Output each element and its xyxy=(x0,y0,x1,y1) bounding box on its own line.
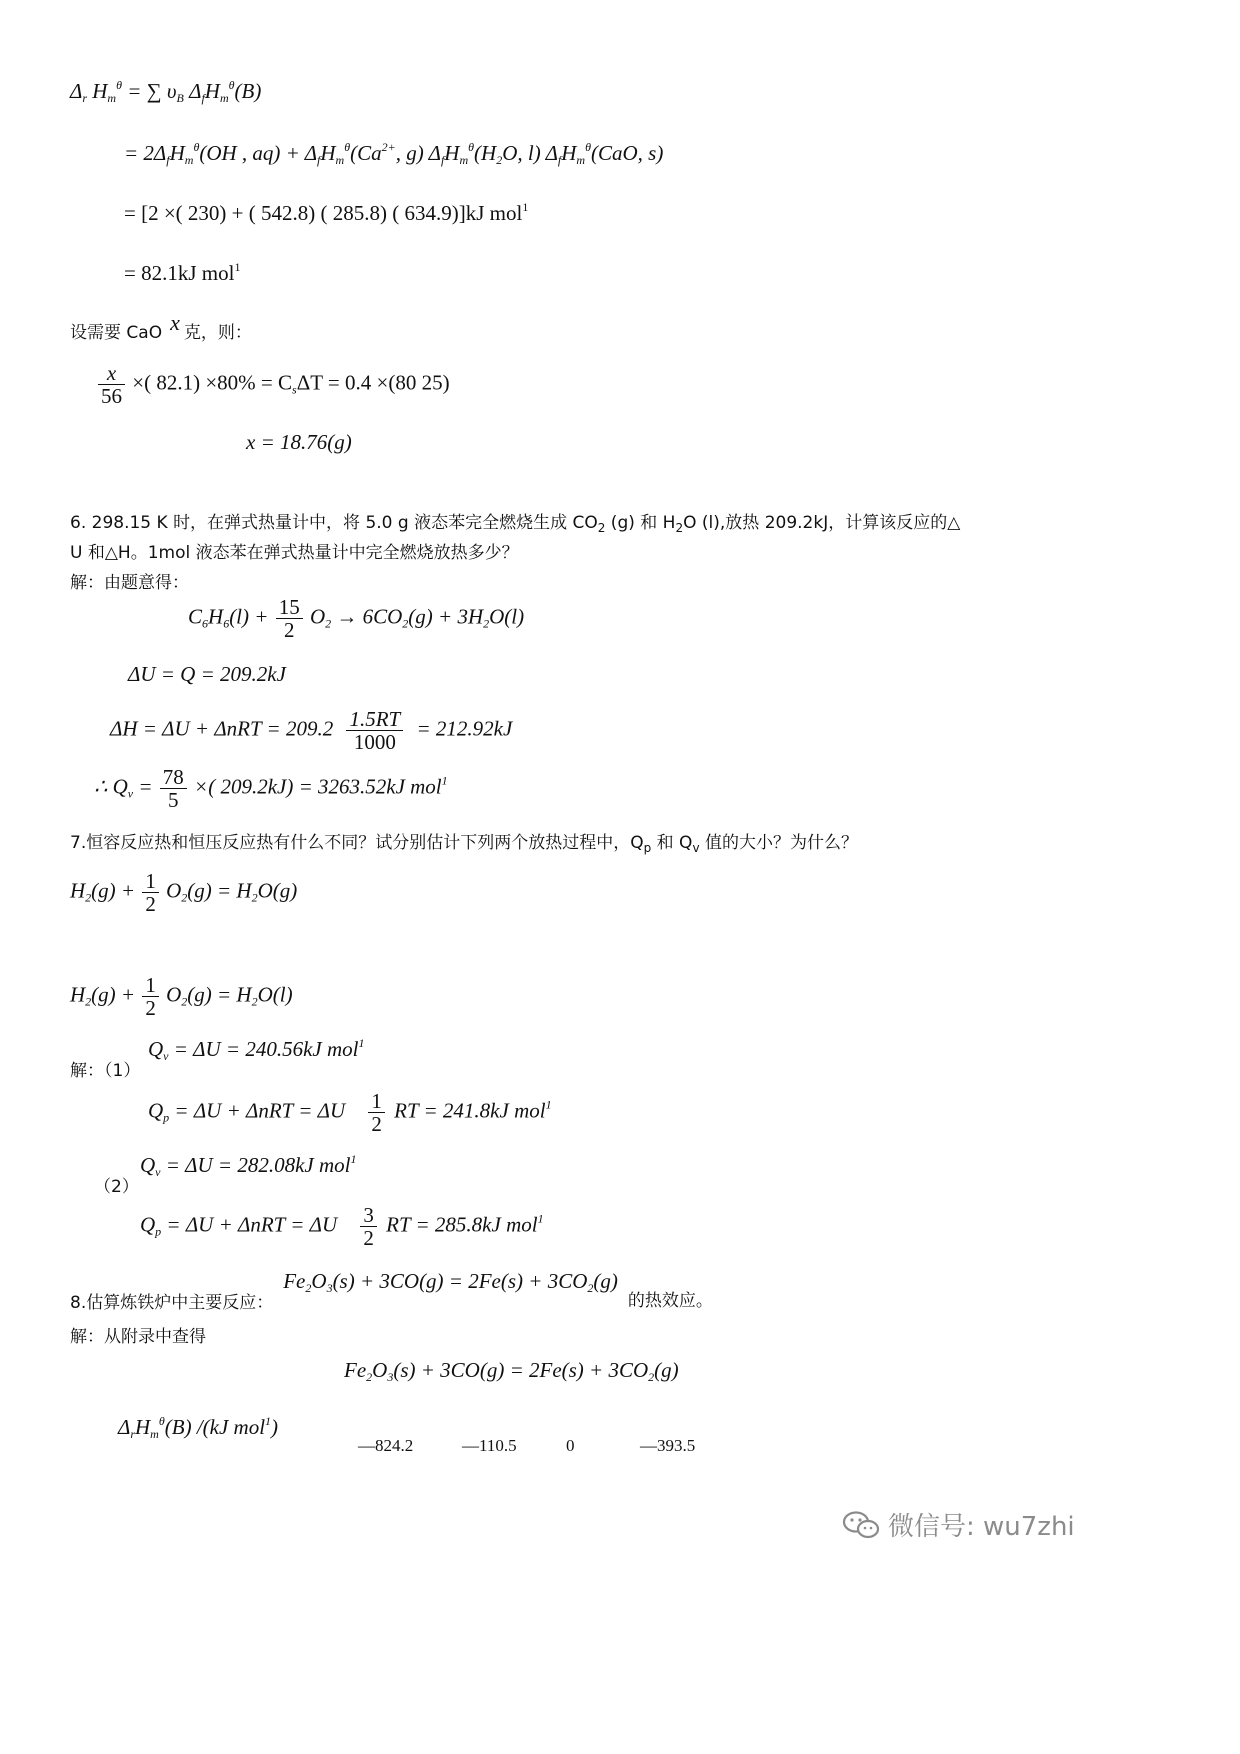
subscript: 2 xyxy=(366,1370,373,1384)
solution-1-qp xyxy=(148,1090,552,1135)
equation-part: ΔH = ΔU + ΔnRT = 209.2 xyxy=(110,716,334,741)
equation-part: Q xyxy=(148,1098,164,1123)
equation-part: H xyxy=(70,982,86,1007)
subscript: m xyxy=(576,153,586,167)
text: (g) 和 H xyxy=(605,513,676,533)
superscript: 1 xyxy=(350,1152,357,1166)
subscript: 2 xyxy=(597,521,606,535)
subscript: 6 xyxy=(223,616,230,631)
subscript: 2 xyxy=(85,890,92,905)
subscript: f xyxy=(440,153,445,167)
text: 解：由题意得： xyxy=(70,573,189,593)
equation-part: (g) + xyxy=(91,982,136,1007)
equation-part: , g) Δ xyxy=(395,141,441,165)
text: 解：从附录中查得 xyxy=(70,1327,206,1347)
superscript: 1 xyxy=(522,200,529,214)
numerator: x xyxy=(98,362,125,385)
equation-part: = ΔU + ΔnRT = ΔU xyxy=(169,1098,346,1123)
watermark xyxy=(842,1506,1075,1543)
numerator: 1.5RT xyxy=(346,708,403,731)
solution-2-label xyxy=(94,1172,139,1197)
text: （2） xyxy=(94,1177,139,1197)
equation-part: = xyxy=(133,774,153,799)
delta-h-equation xyxy=(110,708,512,753)
equation-part: (g) + 3H xyxy=(408,604,484,629)
equation-part: = [2 ×( 230) + ( 542.8) ( 285.8) ( 634.9)]kJ mol xyxy=(124,201,523,225)
watermark-text: 微信号: wu7zhi xyxy=(888,1512,1075,1542)
subscript: 2 xyxy=(181,994,188,1009)
subscript: 2 xyxy=(587,1281,594,1295)
equation-part: H xyxy=(70,878,86,903)
equation-part: = ΔU = 282.08kJ mol xyxy=(160,1153,351,1177)
delta-u-equation xyxy=(128,662,286,687)
solution-2-qv xyxy=(140,1152,356,1180)
equation-part: (g) = H xyxy=(187,982,252,1007)
solution-1-label xyxy=(70,1056,140,1081)
subscript: v xyxy=(692,841,700,855)
subscript: 2 xyxy=(181,890,188,905)
text: 的热效应。 xyxy=(627,1291,713,1311)
subscript: 3 xyxy=(387,1370,394,1384)
numerator: 1 xyxy=(368,1090,385,1113)
denominator: 2 xyxy=(363,1226,374,1251)
equation-part: Q xyxy=(140,1212,156,1237)
superscript: θ xyxy=(116,78,122,92)
subscript: m xyxy=(459,153,469,167)
subscript: 2 xyxy=(496,153,503,167)
text: 设需要 CaO xyxy=(70,323,163,343)
subscript: f xyxy=(166,153,170,167)
solution-2-qp xyxy=(140,1204,544,1249)
superscript: 1 xyxy=(441,773,448,788)
superscript: θ xyxy=(468,140,475,154)
superscript: θ xyxy=(228,78,235,92)
subscript: m xyxy=(219,91,229,105)
subscript: 2 xyxy=(305,1281,312,1295)
subscript: 2 xyxy=(648,1370,655,1384)
question-6-solution-label xyxy=(70,568,189,593)
denominator: 1000 xyxy=(353,730,396,755)
benzene-combustion-reaction xyxy=(188,596,524,641)
fraction xyxy=(142,870,159,915)
equation-part: ΔU = Q = 209.2kJ xyxy=(128,662,286,686)
equation-part: ∴ Q xyxy=(94,774,128,799)
enthalpy-value-fe2o3: —824.2 xyxy=(358,1436,414,1455)
subscript: f xyxy=(557,153,562,167)
subscript: 2 xyxy=(251,890,258,905)
text: 6. 298.15 K 时，在弹式热量计中，将 5.0 g 液态苯完全燃烧生成 CO xyxy=(70,513,598,533)
subscript: 2 xyxy=(85,994,92,1009)
text: 值的大小？为什么？ xyxy=(699,833,858,853)
enthalpy-value-fe: 0 xyxy=(566,1436,575,1455)
variable: x xyxy=(170,310,180,335)
equation-part: ×( 209.2kJ) = 3263.52kJ mol xyxy=(194,774,442,799)
fraction xyxy=(142,974,159,1019)
subscript: p xyxy=(163,1110,170,1125)
equation-part: (g) xyxy=(593,1269,618,1293)
subscript: v xyxy=(163,1049,169,1063)
fraction xyxy=(160,766,187,811)
subscript: r xyxy=(130,1427,135,1441)
subscript: s xyxy=(292,382,297,397)
numerator: 15 xyxy=(276,596,303,619)
fraction xyxy=(346,708,403,753)
solution-1-qv xyxy=(148,1036,364,1064)
equation-part: O(l) xyxy=(257,982,293,1007)
equation-part: H xyxy=(208,604,224,629)
subscript: 2 xyxy=(402,616,409,631)
equation-part: = ΔU + ΔnRT = ΔU xyxy=(161,1212,338,1237)
enthalpy-equation-line-4 xyxy=(124,260,240,286)
enthalpy-value-co: —110.5 xyxy=(462,1436,517,1455)
equation-part: = 212.92kJ xyxy=(416,716,513,741)
subscript: 2 xyxy=(325,616,332,631)
question-6-line-1 xyxy=(70,508,960,535)
enthalpy-equation-line-1 xyxy=(70,78,261,106)
equation-part: (g) + xyxy=(91,878,136,903)
qv-equation xyxy=(94,766,448,811)
reaction-inline xyxy=(283,1269,618,1293)
symbol: (B) xyxy=(234,79,262,103)
denominator: 2 xyxy=(145,892,156,917)
enthalpy-row-label xyxy=(118,1414,278,1442)
equation-part: O xyxy=(309,604,326,629)
equation-part: O xyxy=(166,878,182,903)
fraction xyxy=(276,596,303,641)
symbol: Δ xyxy=(70,79,83,103)
subscript: m xyxy=(107,91,117,105)
equation-part: (s) + 3CO(g) = 2Fe(s) + 3CO xyxy=(393,1358,649,1382)
superscript: θ xyxy=(158,1414,165,1428)
fraction xyxy=(368,1090,385,1135)
text: O (l),放热 209.2kJ，计算该反应的△ xyxy=(683,513,961,533)
subscript: 3 xyxy=(326,1281,333,1295)
symbol: H xyxy=(92,79,108,103)
equation-part: x = 18.76(g) xyxy=(246,430,352,454)
wechat-icon xyxy=(842,1510,880,1540)
equation-part: O xyxy=(372,1358,388,1382)
reaction-7-2 xyxy=(70,974,293,1019)
equation-part: (Ca xyxy=(350,141,382,165)
denominator: 2 xyxy=(371,1112,382,1137)
equation-part: O, l) Δ xyxy=(502,141,558,165)
equation-part: O(g) xyxy=(257,878,298,903)
equation-part: (B) /(kJ mol xyxy=(164,1415,266,1439)
superscript: 1 xyxy=(265,1414,272,1428)
subscript: m xyxy=(150,1427,159,1441)
numerator: 1 xyxy=(142,974,159,997)
equation-part: = 82.1kJ mol xyxy=(124,261,235,285)
enthalpy-equation-line-3 xyxy=(124,200,528,226)
superscript: 1 xyxy=(358,1036,365,1050)
superscript: 2+ xyxy=(381,140,396,154)
question-8-line xyxy=(70,1268,713,1313)
numerator: 3 xyxy=(360,1204,377,1227)
equation-part: Q xyxy=(140,1153,156,1177)
subscript: p xyxy=(155,1224,162,1239)
text: 8.估算炼铁炉中主要反应： xyxy=(70,1293,274,1313)
equation-part: → 6CO xyxy=(331,604,403,629)
equation-part: (H xyxy=(474,141,497,165)
equation-part: (s) + 3CO(g) = 2Fe(s) + 3CO xyxy=(332,1269,588,1293)
text: 和 Q xyxy=(651,833,693,853)
symbol: Δ xyxy=(189,79,202,103)
text: 解：（1） xyxy=(70,1061,141,1081)
text: 克，则： xyxy=(183,323,252,343)
result-x xyxy=(246,430,352,455)
equation-part: C xyxy=(188,604,203,629)
equation-part: RT = 285.8kJ mol xyxy=(386,1212,538,1237)
subscript: m xyxy=(335,153,345,167)
text: U 和△H。1mol 液态苯在弹式热量计中完全燃烧放热多少？ xyxy=(70,543,519,563)
text: 7.恒容反应热和恒压反应热有什么不同？试分别估计下列两个放热过程中，Q xyxy=(70,833,644,853)
superscript: θ xyxy=(344,140,351,154)
reaction-8-centered xyxy=(344,1358,679,1385)
question-7-line-1 xyxy=(70,828,858,855)
equation-part: ) xyxy=(271,1415,279,1439)
subscript: B xyxy=(176,91,184,105)
equation-part: = ΔU = 240.56kJ mol xyxy=(168,1037,359,1061)
reaction-7-1 xyxy=(70,870,297,915)
equation-part: O(l) xyxy=(489,604,525,629)
subscript: 6 xyxy=(202,616,209,631)
question-6-line-2 xyxy=(70,538,519,563)
symbol: = ∑ υ xyxy=(127,79,177,103)
subscript: 2 xyxy=(251,994,258,1009)
superscript: 1 xyxy=(234,260,241,274)
denominator: 2 xyxy=(283,618,295,643)
subscript: v xyxy=(127,786,134,801)
heat-balance-equation xyxy=(96,362,450,407)
assumption-line xyxy=(70,310,252,344)
fraction xyxy=(360,1204,377,1249)
superscript: θ xyxy=(585,140,591,154)
subscript: 2 xyxy=(483,616,490,631)
subscript: p xyxy=(643,841,652,855)
equation-part: (OH , aq) + Δ xyxy=(199,141,318,165)
equation-part: O xyxy=(166,982,182,1007)
superscript: 1 xyxy=(537,1211,544,1226)
question-8-solution-label xyxy=(70,1322,206,1347)
equation-part: ×( 82.1) ×80% = C xyxy=(132,370,293,395)
subscript: f xyxy=(201,91,205,105)
numerator: 1 xyxy=(142,870,159,893)
enthalpy-value-co2: —393.5 xyxy=(640,1436,696,1455)
superscript: θ xyxy=(193,140,200,154)
enthalpy-equation-line-2: = $2\Delta_fH_m^\theta(OH$ , $aq) + \Delta_fH_m^\theta(Ca^{2+}$, g) $\Delta_fH_m^\theta(H_2O$, l) $\Delta_fH_m^\theta(CaO$, s) xyxy=(124,140,664,167)
equation-part: RT = 241.8kJ mol xyxy=(394,1098,546,1123)
denominator: 5 xyxy=(168,788,179,813)
equation-part: (CaO, s) xyxy=(591,141,664,165)
equation-part: (l) + xyxy=(229,604,269,629)
superscript: 1 xyxy=(545,1097,552,1112)
equation-part: O xyxy=(311,1269,327,1293)
denominator: 2 xyxy=(145,996,156,1021)
denominator: 56 xyxy=(101,384,122,409)
subscript: r xyxy=(82,91,87,105)
fraction xyxy=(98,362,125,407)
subscript: v xyxy=(155,1165,161,1179)
equation-part: Fe xyxy=(283,1269,306,1293)
equation-part: (g) = H xyxy=(187,878,252,903)
equation-part: = 2Δ xyxy=(124,141,167,165)
symbol: Δ xyxy=(118,1415,131,1439)
equation-part: (g) xyxy=(654,1358,679,1382)
symbol: H xyxy=(204,79,220,103)
equation-part: Q xyxy=(148,1037,164,1061)
subscript: f xyxy=(317,153,321,167)
subscript: m xyxy=(184,153,194,167)
symbol: H xyxy=(135,1415,151,1439)
equation-part: Fe xyxy=(344,1358,367,1382)
equation-part: ΔT = 0.4 ×(80 25) xyxy=(296,370,450,395)
subscript: 2 xyxy=(675,521,684,535)
numerator: 78 xyxy=(160,766,187,789)
